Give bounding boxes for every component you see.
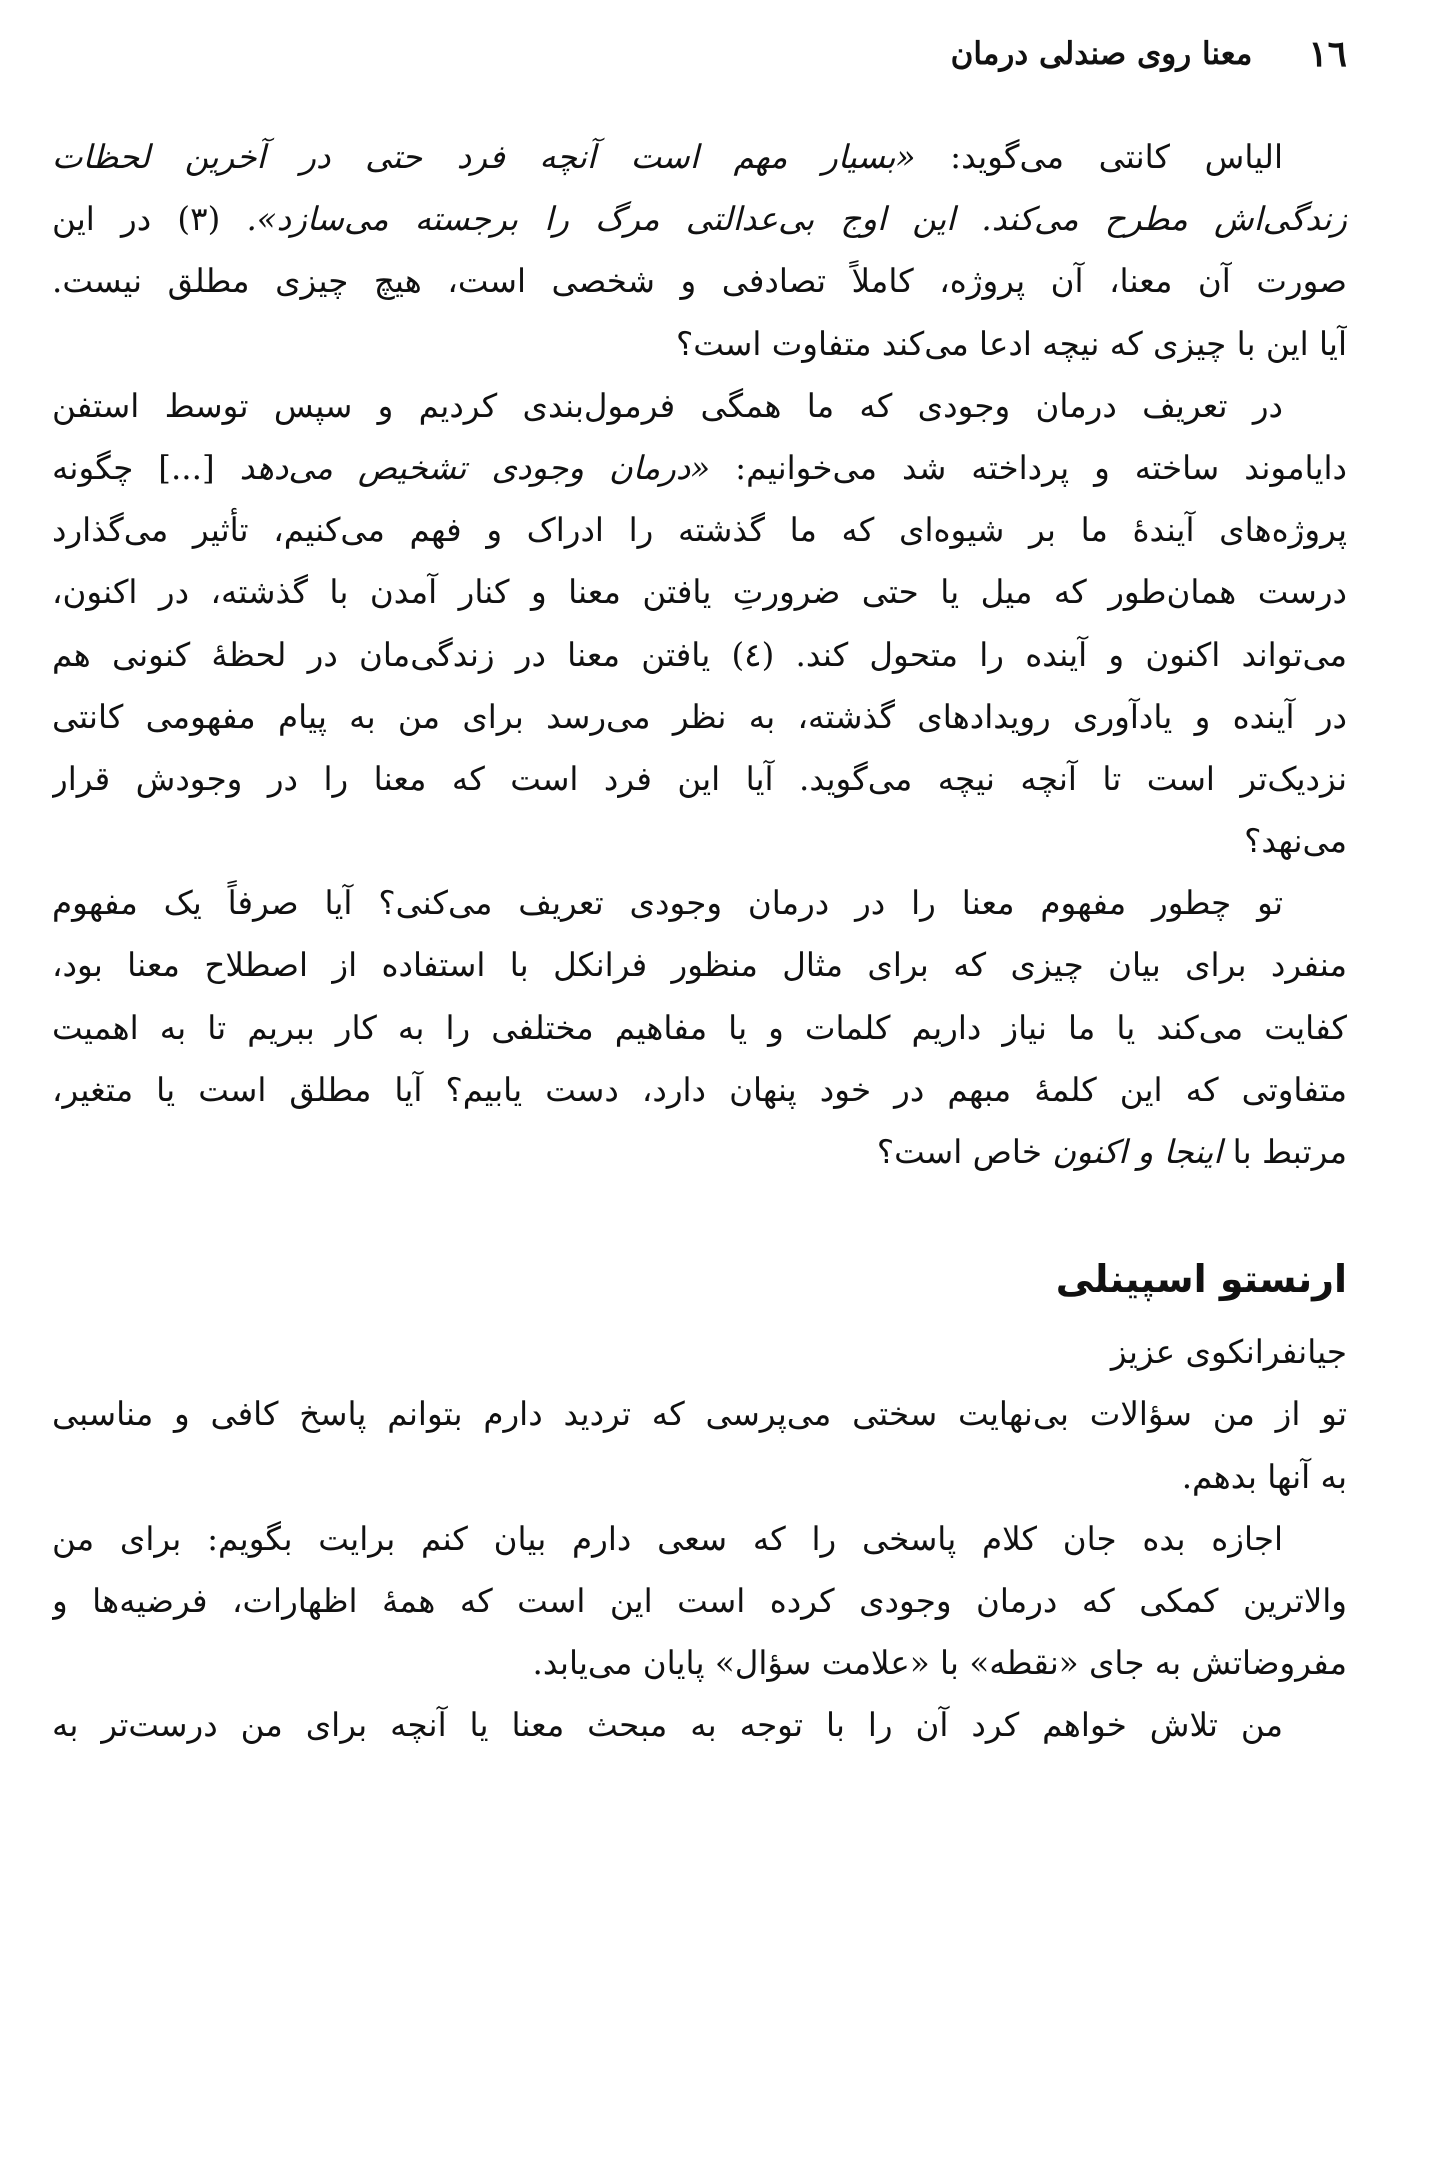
text-line: در آینده و یادآوری رویدادهای گذشته، به نظر می‌رسد برای من به پیام مفهومی کانتی: [52, 697, 1347, 736]
text-run: (۳) در این: [52, 200, 247, 239]
text-line: متفاوتی که این کلمهٔ مبهم در خود پنهان دارد، دست یابیم؟ آیا مطلق است یا متغیر،: [52, 1070, 1347, 1109]
salutation: جیانفرانکوی عزیز: [1110, 1333, 1347, 1372]
page-number: ١٦: [1308, 33, 1347, 75]
text-line: کفایت می‌کند یا ما نیاز داریم کلمات و یا مفاهیم مختلفی را به کار ببریم تا به اهمیت: [52, 1008, 1347, 1047]
text-line: [52, 188, 1347, 250]
text-line: به آنها بدهم.: [1181, 1457, 1347, 1496]
text-line: تو از من سؤالات بی‌نهایت سختی می‌پرسی که تردید دارم بتوانم پاسخ کافی و مناسبی: [52, 1395, 1347, 1434]
paragraph: [52, 375, 1347, 873]
text-line: من تلاش خواهم کرد آن را با توجه به مبحث معنا یا آنچه برای من درست‌تر به: [52, 1706, 1283, 1745]
running-title: معنا روی صندلی درمان: [950, 36, 1253, 72]
emphasis-italic: اینجا و اکنون: [1052, 1133, 1223, 1171]
quote-italic: زندگی‌اش مطرح می‌کند. این اوج بی‌عدالتی مرگ را برجسته می‌سازد».: [246, 200, 1347, 239]
section-heading: ارنستو اسپینلی: [1055, 1257, 1347, 1302]
text-line: می‌نهد؟: [1244, 822, 1347, 861]
text-line: [52, 1121, 1347, 1183]
paragraph: [52, 1508, 1347, 1695]
text-run: دایاموند ساخته و پرداخته شد می‌خوانیم:: [710, 448, 1347, 487]
text-line: نزدیک‌تر است تا آنچه نیچه می‌گوید. آیا این فرد است که معنا را در وجودش قرار: [52, 759, 1347, 798]
text-line: پروژه‌های آیندهٔ ما بر شیوه‌ای که ما گذشته را ادراک و فهم می‌کنیم، تأثیر می‌گذارد: [52, 511, 1347, 550]
text-line: اجازه بده جان کلام پاسخی را که سعی دارم بیان کنم برایت بگویم: برای من: [52, 1519, 1283, 1558]
text-line: درست همان‌طور که میل یا حتی ضرورتِ یافتن معنا و کنار آمدن با گذشته، در اکنون،: [52, 573, 1347, 612]
text-line: آیا این با چیزی که نیچه ادعا می‌کند متفاوت است؟: [675, 324, 1347, 363]
text-line: مفروضاتش به جای «نقطه» با «علامت سؤال» پایان می‌یابد.: [532, 1644, 1347, 1683]
section-spacer: [52, 1183, 1347, 1237]
text-run: الیاس کانتی می‌گوید:: [915, 138, 1283, 176]
paragraph: [52, 872, 1347, 1183]
text-line: تو چطور مفهوم معنا را در درمان وجودی تعریف می‌کنی؟ آیا صرفاً یک مفهوم: [52, 884, 1283, 923]
text-line: صورت آن معنا، آن پروژه، کاملاً تصادفی و شخصی است، هیچ چیزی مطلق نیست.: [52, 262, 1347, 301]
body-text: [52, 126, 1347, 1757]
paragraph: [52, 126, 1347, 375]
text-line: می‌تواند اکنون و آینده را متحول کند. (٤) یافتن معنا در زندگی‌مان در لحظهٔ کنونی هم: [52, 635, 1347, 674]
text-line: [52, 437, 1347, 499]
running-header: [52, 26, 1347, 82]
text-line: منفرد برای بیان چیزی که برای مثال منظور فرانکل با استفاده از اصطلاح معنا بود،: [52, 946, 1347, 985]
text-line: در تعریف درمان وجودی که ما همگی فرمول‌بندی کردیم و سپس توسط استفن: [52, 386, 1283, 425]
text-run: مرتبط با: [1222, 1133, 1347, 1171]
paragraph: [52, 1383, 1347, 1507]
text-run: خاص است؟: [876, 1133, 1053, 1171]
text-line: [52, 126, 1347, 188]
quote-italic: «درمان وجودی تشخیص می‌دهد: [239, 448, 711, 487]
quote-italic: «بسیار مهم است آنچه فرد حتی در آخرین لحظات: [52, 138, 916, 176]
text-line: والاترین کمکی که درمان وجودی کرده است این است که همهٔ اظهارات، فرضیه‌ها و: [52, 1581, 1347, 1620]
text-run: [...] چگونه: [52, 448, 240, 487]
paragraph: [52, 1694, 1347, 1756]
